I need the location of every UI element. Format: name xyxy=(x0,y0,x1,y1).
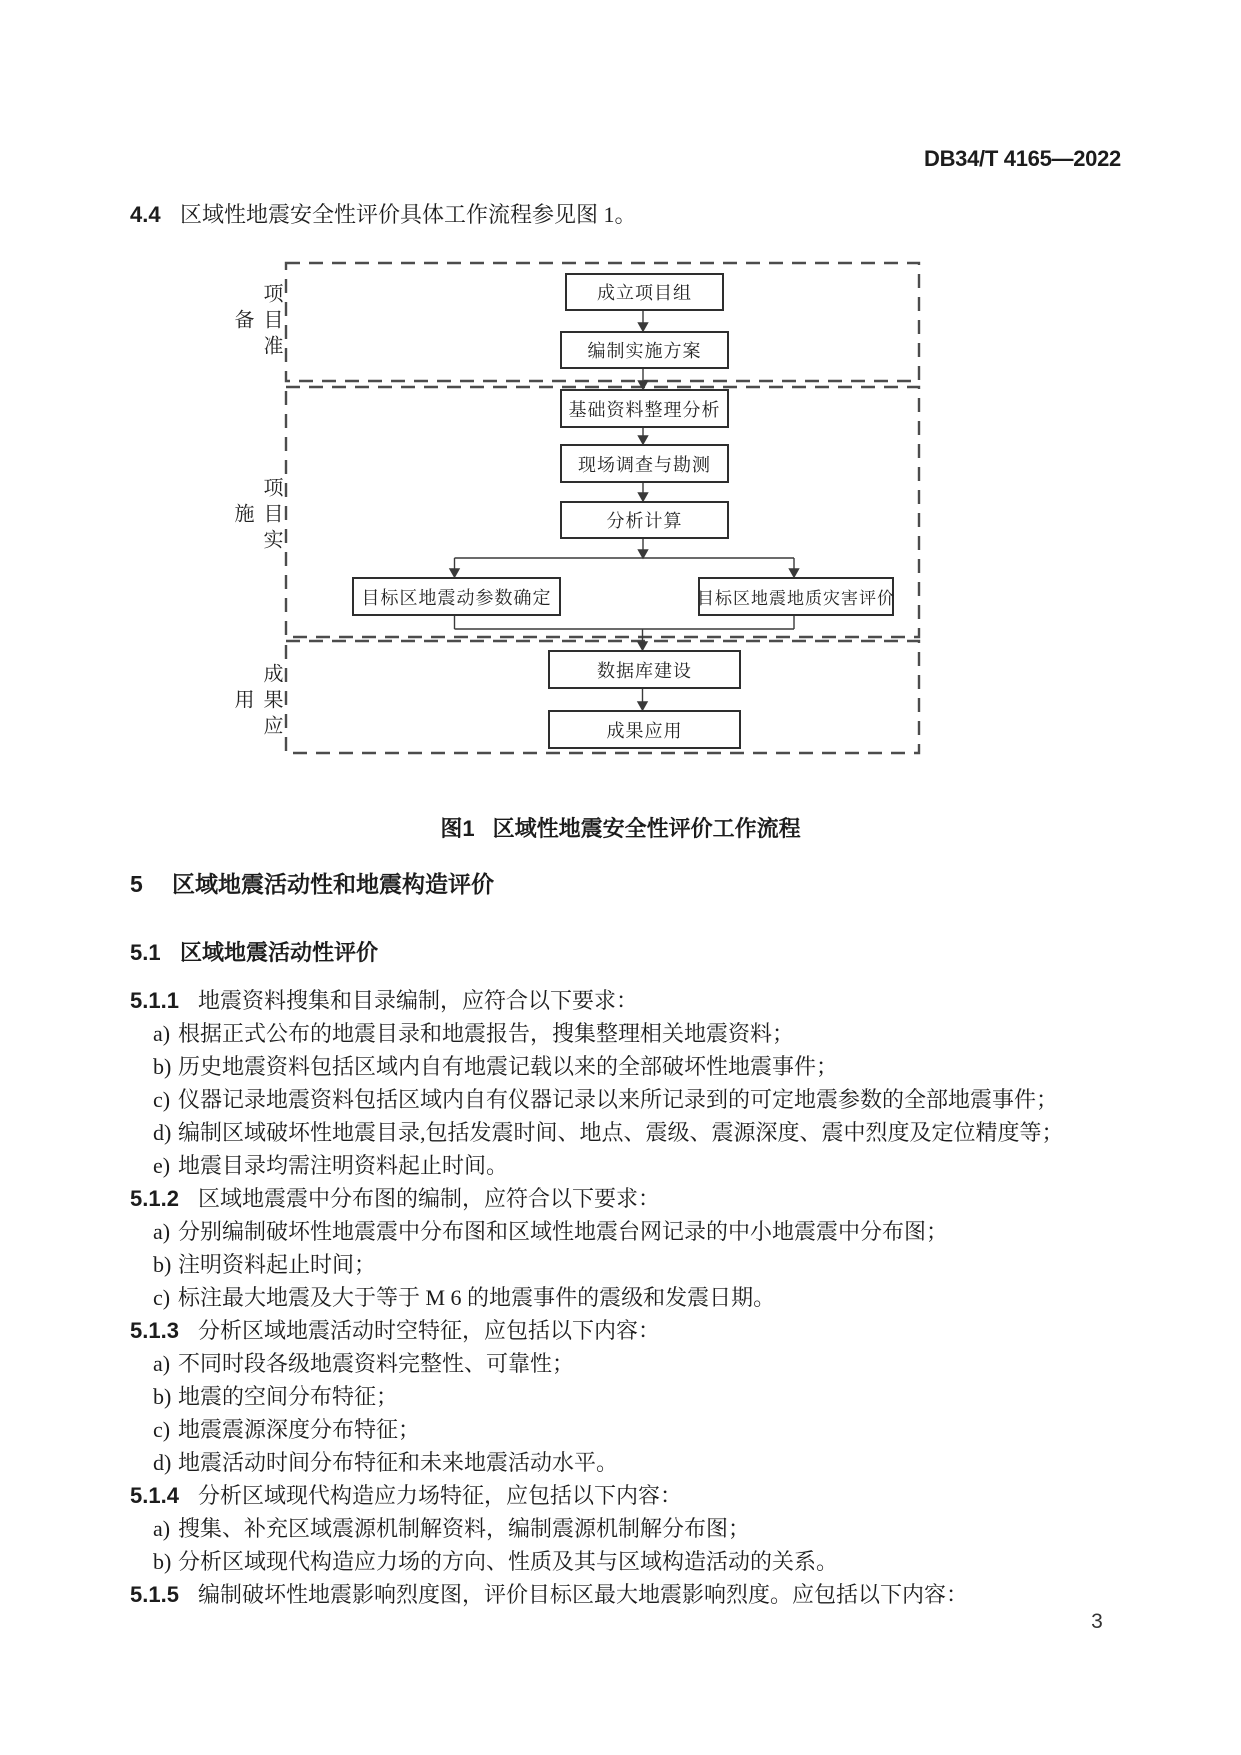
item-marker: b) xyxy=(153,1252,172,1277)
list-item xyxy=(130,1281,1133,1314)
item-marker: a) xyxy=(153,1516,171,1541)
item-text: 分别编制破坏性地震震中分布图和区域性地震台网记录的中小地震震中分布图； xyxy=(178,1219,949,1244)
list-item xyxy=(130,1017,1133,1050)
clause-5-1-1 xyxy=(130,984,1133,1017)
list-item xyxy=(130,1248,1133,1281)
flow-node-results-application: 成果应用 xyxy=(548,710,741,749)
flow-node-prepare-implementation-plan: 编制实施方案 xyxy=(560,331,729,369)
list-item xyxy=(130,1116,1133,1149)
section-5-1-number: 5.1 xyxy=(130,940,161,965)
chapter-5-title: 区域地震活动性和地震构造评价 xyxy=(172,871,494,897)
clause-number: 5.1.4 xyxy=(130,1483,179,1508)
standard-code-header: DB34/T 4165—2022 xyxy=(924,146,1121,171)
item-marker: d) xyxy=(153,1450,172,1475)
group-label-project-implementation: 项目实施 xyxy=(231,477,282,555)
list-item xyxy=(130,1149,1133,1182)
clause-text: 区域地震震中分布图的编制，应符合以下要求： xyxy=(198,1186,661,1211)
list-item xyxy=(130,1083,1133,1116)
item-text: 仪器记录地震资料包括区域内自有仪器记录以来所记录到的可定地震参数的全部地震事件； xyxy=(178,1087,1059,1112)
flow-node-ground-motion-parameters: 目标区地震动参数确定 xyxy=(352,577,561,616)
list-item xyxy=(130,1512,1133,1545)
flow-node-site-survey: 现场调查与勘测 xyxy=(560,444,729,483)
item-text: 地震的空间分布特征； xyxy=(178,1384,399,1409)
item-marker: a) xyxy=(153,1021,171,1046)
figure1-caption xyxy=(0,812,1241,843)
clause-text: 分析区域现代构造应力场特征，应包括以下内容： xyxy=(198,1483,683,1508)
clause-4-4-number: 4.4 xyxy=(130,202,161,227)
list-item xyxy=(130,1446,1133,1479)
list-item xyxy=(130,1545,1133,1578)
item-marker: c) xyxy=(153,1417,171,1442)
item-text: 地震目录均需注明资料起止时间。 xyxy=(178,1153,509,1178)
chapter-5-heading xyxy=(130,868,1133,901)
clause-4-4-text: 区域性地震安全性评价具体工作流程参见图 1。 xyxy=(180,202,637,227)
clause-5-1-2 xyxy=(130,1182,1133,1215)
clause-4-4 xyxy=(130,198,637,229)
item-text: 地震活动时间分布特征和未来地震活动水平。 xyxy=(178,1450,619,1475)
item-text: 编制区域破坏性地震目录,包括发震时间、地点、震级、震源深度、震中烈度及定位精度等； xyxy=(178,1120,1064,1145)
group-label-results-application: 成果应用 xyxy=(231,663,282,741)
figure1-caption-number: 图1 xyxy=(440,816,475,841)
item-text: 标注最大地震及大于等于 M 6 的地震事件的震级和发震日期。 xyxy=(178,1285,776,1310)
item-marker: c) xyxy=(153,1285,171,1310)
group-label-project-preparation: 项目准备 xyxy=(231,283,282,361)
clause-number: 5.1.1 xyxy=(130,988,179,1013)
list-item xyxy=(130,1215,1133,1248)
item-text: 分析区域现代构造应力场的方向、性质及其与区域构造活动的关系。 xyxy=(178,1549,839,1574)
item-text: 注明资料起止时间； xyxy=(178,1252,377,1277)
list-item xyxy=(130,1413,1133,1446)
item-marker: e) xyxy=(153,1153,171,1178)
item-marker: d) xyxy=(153,1120,172,1145)
list-item xyxy=(130,1347,1133,1380)
flow-node-establish-project-team: 成立项目组 xyxy=(565,273,724,311)
flow-node-geological-hazard-evaluation: 目标区地震地质灾害评价 xyxy=(698,577,894,616)
item-text: 根据正式公布的地震目录和地震报告，搜集整理相关地震资料； xyxy=(178,1021,795,1046)
item-text: 搜集、补充区域震源机制解资料，编制震源机制解分布图； xyxy=(178,1516,751,1541)
item-text: 不同时段各级地震资料完整性、可靠性； xyxy=(178,1351,575,1376)
item-text: 历史地震资料包括区域内自有地震记载以来的全部破坏性地震事件； xyxy=(178,1054,839,1079)
figure1-caption-title: 区域性地震安全性评价工作流程 xyxy=(492,816,801,841)
item-marker: b) xyxy=(153,1549,172,1574)
list-item xyxy=(130,1050,1133,1083)
section-5-1-title: 区域地震活动性评价 xyxy=(180,940,379,965)
item-marker: c) xyxy=(153,1087,171,1112)
item-marker: a) xyxy=(153,1351,171,1376)
figure1-flowchart xyxy=(231,255,930,760)
flow-node-basic-data-analysis: 基础资料整理分析 xyxy=(560,389,729,428)
item-marker: a) xyxy=(153,1219,171,1244)
chapter-5-number: 5 xyxy=(130,871,143,897)
list-item xyxy=(130,1380,1133,1413)
clause-text: 地震资料搜集和目录编制，应符合以下要求： xyxy=(198,988,639,1013)
section-5-1-heading xyxy=(130,936,1133,969)
clause-5-1-4 xyxy=(130,1479,1133,1512)
clause-text: 编制破坏性地震影响烈度图，评价目标区最大地震影响烈度。应包括以下内容： xyxy=(198,1582,969,1607)
clause-text: 分析区域地震活动时空特征，应包括以下内容： xyxy=(198,1318,661,1343)
clause-5-1-3 xyxy=(130,1314,1133,1347)
clause-number: 5.1.3 xyxy=(130,1318,179,1343)
clause-number: 5.1.2 xyxy=(130,1186,179,1211)
clause-number: 5.1.5 xyxy=(130,1582,179,1607)
clauses-block xyxy=(130,868,1133,1611)
page-number: 3 xyxy=(1091,1610,1103,1633)
flow-node-database-construction: 数据库建设 xyxy=(548,650,741,689)
clause-5-1-5 xyxy=(130,1578,1133,1611)
item-marker: b) xyxy=(153,1054,172,1079)
item-text: 地震震源深度分布特征； xyxy=(178,1417,421,1442)
item-marker: b) xyxy=(153,1384,172,1409)
flow-node-analysis-calculation: 分析计算 xyxy=(560,501,729,539)
